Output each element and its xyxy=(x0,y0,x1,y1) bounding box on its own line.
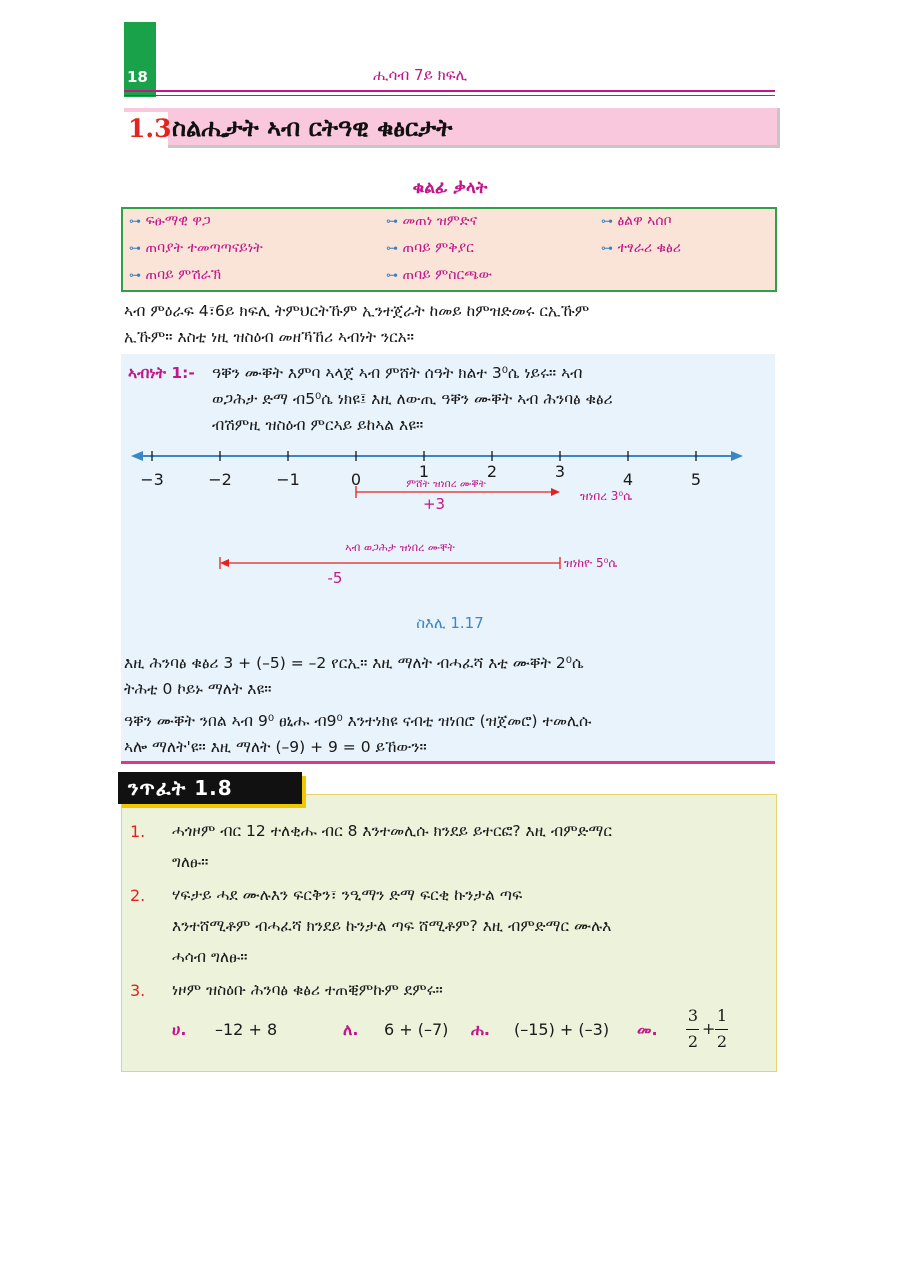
option-label: መ. xyxy=(637,1020,658,1039)
page-number: 18 xyxy=(127,68,148,86)
key-icon: ⊶ xyxy=(386,241,398,255)
key-icon: ⊶ xyxy=(129,268,141,282)
item-number: 3. xyxy=(130,981,146,1000)
arrow-value: +3 xyxy=(422,495,446,513)
arrow-end-label: ዝነበረ 3⁰ሴ xyxy=(580,489,633,503)
keyword-item: ⊶ ተፃራሪ ቁፅሪ xyxy=(601,240,681,256)
example-line-2: ወጋሕታ ድማ ብ5⁰ሴ ነክዩ፤ እዚ ለውጢ ዓቐን ሙቐት ኣብ ሕንባፅ ቁፅሪ xyxy=(212,390,613,408)
fraction-denominator: 2 xyxy=(687,1032,699,1051)
item-2-line-1: ሃፍታይ ሓደ ሙሉእን ፍርቅን፣ ንዒማን ድማ ፍርቂ ኩንታል ጣፍ xyxy=(172,886,523,904)
keyword-item: ⊶ ፍፁማዊ ዋጋ xyxy=(129,213,211,229)
example-label: ኣብነት 1:- xyxy=(128,364,195,382)
intro-line-1: ኣብ ምዕራፍ 4፣6ይ ክፍሊ ትምህርትኹም ኢንተጀራት ከመይ ከምዝድመሩ ርኢኹም xyxy=(124,302,590,320)
inverse-line-2: ኣሎ ማለት'ዩ። እዚ ማለት (–9) + 9 = 0 ይኸውን። xyxy=(124,738,427,756)
arrow-head xyxy=(220,559,229,567)
tick-label: 3 xyxy=(554,462,566,481)
running-header: ሒሳብ 7ይ ክፍሊ xyxy=(373,66,468,84)
item-number: 2. xyxy=(130,886,146,905)
section-title: ስልሒታት ኣብ ርትዓዊ ቁፅርታት xyxy=(172,114,453,142)
item-number: 1. xyxy=(130,822,146,841)
arrow-end-label: ዝነከዮ 5⁰ሴ xyxy=(564,556,618,570)
keyword-item: ⊶ ጠባይ ምስርጫው xyxy=(386,267,493,283)
item-1-line-1: ሓጎዞም ብር 12 ተለቂሑ ብር 8 እንተመሊሱ ክንደይ ይተርፎ? እዚ ብምድማር xyxy=(172,822,612,840)
key-icon: ⊶ xyxy=(386,214,398,228)
option-label: ሀ. xyxy=(172,1020,187,1039)
figure-caption: ስእሊ 1.17 xyxy=(416,614,484,632)
intro-line-2: ኢኹም። እስቲ ነዚ ዝስዕብ መዘኻኸሪ ኣብነት ንርአ። xyxy=(124,328,414,346)
result-line-2: ትሕቲ 0 ኮይኑ ማለት እዩ። xyxy=(124,680,272,698)
tick-label: 2 xyxy=(486,462,498,481)
option-label: ለ. xyxy=(343,1020,359,1039)
fraction-bar xyxy=(686,1029,699,1030)
tick-label: −1 xyxy=(276,470,300,489)
example-line-3: ብሽምዚ ዝስዕብ ምርኣይ ይከኣል እዩ። xyxy=(212,416,424,434)
tick-label: −2 xyxy=(208,470,232,489)
tick-label: 0 xyxy=(350,470,362,489)
result-line-1: እዚ ሕንባፅ ቁፅሪ 3 + (–5) = –2 የርኢ። እዚ ማለት ብሓፈሻ እቲ ሙቐት 2⁰ሴ xyxy=(124,654,584,672)
key-icon: ⊶ xyxy=(129,241,141,255)
key-icon: ⊶ xyxy=(601,241,613,255)
fraction-numerator: 1 xyxy=(716,1006,728,1025)
fraction-denominator: 2 xyxy=(716,1032,728,1051)
example-line-1: ዓቐን ሙቐት እምባ ኣላጀ ኣብ ምሸት ሰዓት ክልተ 3⁰ሴ ነይሩ። ኣብ xyxy=(212,364,583,382)
axis-arrow-left xyxy=(131,451,143,461)
keyword-item: ⊶ ፅልዋ ኣሰቦ xyxy=(601,213,672,229)
arrow-label: ምሸት ዝነበረ ሙቐት xyxy=(406,478,486,490)
tick-label: 5 xyxy=(690,470,702,489)
keywords-heading: ቁልፊ ቃላት xyxy=(412,178,488,198)
tick-label: 1 xyxy=(418,462,430,481)
header-rule xyxy=(124,90,775,92)
tick-label: −3 xyxy=(140,470,164,489)
fraction-numerator: 3 xyxy=(687,1006,699,1025)
arrow-label: ኣብ ወጋሕታ ዝነበረ ሙቐት xyxy=(345,541,455,554)
fraction-bar xyxy=(715,1029,728,1030)
number-line-axis xyxy=(131,451,743,461)
item-1-line-2: ግለፁ። xyxy=(172,853,209,871)
arrow-value: -5 xyxy=(327,569,343,587)
inverse-line-1: ዓቐን ሙቐት ንበል ኣብ 9⁰ ፀኒሑ ብ9⁰ እንተነክዩ ናብቲ ዝነበሮ (ዝጀመሮ) ተመሊሱ xyxy=(124,712,592,730)
keyword-item: ⊶ ጠባያት ተመጣጣናይነት xyxy=(129,240,263,256)
header-rule-thin xyxy=(124,95,775,96)
option-expression: 6 + (–7) xyxy=(384,1020,449,1039)
example-bottom-rule xyxy=(121,761,775,764)
key-icon: ⊶ xyxy=(386,268,398,282)
arrow-head xyxy=(551,488,560,496)
fraction-operator: + xyxy=(702,1019,716,1038)
item-3-line-1: ነዞም ዝስዕቡ ሕንባፅ ቁፅሪ ተጠቒምኩም ደምሩ። xyxy=(172,981,443,999)
section-number: 1.3 xyxy=(128,114,172,143)
keyword-item: ⊶ ጠባይ ምሽራኽ xyxy=(129,267,222,283)
number-line-diagram xyxy=(121,440,775,600)
item-2-line-2: እንተሸሚቶም ብሓፈሻ ክንደይ ኩንታል ጣፍ ሸሚቶም? እዚ ብምድማር ሙሉእ xyxy=(172,917,612,935)
key-icon: ⊶ xyxy=(129,214,141,228)
keywords-box xyxy=(121,207,777,292)
keyword-item: ⊶ መጠነ ዝምድና xyxy=(386,213,477,229)
option-expression: –12 + 8 xyxy=(215,1020,278,1039)
tick-label: 4 xyxy=(622,470,634,489)
item-2-line-3: ሓሳብ ግለፁ። xyxy=(172,948,248,966)
exercise-title: ንጥፈት 1.8 xyxy=(118,772,302,804)
key-icon: ⊶ xyxy=(601,214,613,228)
axis-arrow-right xyxy=(731,451,743,461)
option-expression: (–15) + (–3) xyxy=(514,1020,610,1039)
option-label: ሐ. xyxy=(471,1020,490,1039)
keyword-item: ⊶ ጠባይ ምቅያር xyxy=(386,240,474,256)
